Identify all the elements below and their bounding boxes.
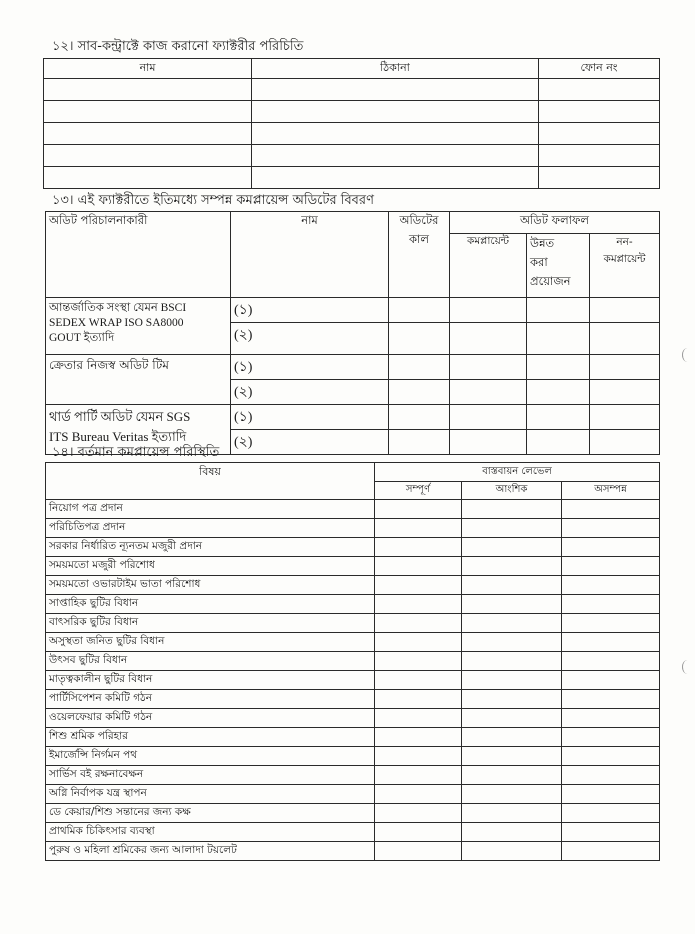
blank-cell[interactable]: [562, 842, 660, 861]
col-noncompliant-header: [590, 234, 660, 298]
blank-cell[interactable]: [562, 595, 660, 614]
blank-cell[interactable]: [462, 842, 562, 861]
section-12-heading: ১২। সাব-কন্ট্রাক্টে কাজ করানো ফ্যাক্টরীর পরিচিতি: [52, 39, 304, 54]
blank-cell[interactable]: [562, 652, 660, 671]
compliance-item-label: পুরুষ ও মহিলা শ্রমিকের জন্য আলাদা টয়লেট: [46, 842, 375, 861]
compliance-item-row: [46, 652, 660, 671]
blank-cell[interactable]: [562, 709, 660, 728]
col-subject-header: বিষয়: [46, 463, 375, 500]
international-line-1: আন্তর্জাতিক সংস্থা যেমন BSCI: [49, 302, 187, 314]
compliance-item-label: মাতৃত্বকালীন ছুটির বিধান: [46, 671, 375, 690]
blank-cell[interactable]: [527, 380, 590, 405]
compliance-item-row: [46, 823, 660, 842]
blank-cell[interactable]: [375, 500, 462, 519]
compliance-item-label: বাৎসরিক ছুটির বিধান: [46, 614, 375, 633]
audit-details-table: [45, 211, 660, 455]
blank-cell[interactable]: [450, 323, 527, 355]
blank-cell[interactable]: [44, 79, 252, 101]
blank-cell[interactable]: [375, 614, 462, 633]
blank-cell[interactable]: [375, 633, 462, 652]
blank-cell[interactable]: [462, 519, 562, 538]
blank-cell[interactable]: [527, 405, 590, 430]
compliance-item-row: [46, 690, 660, 709]
blank-cell[interactable]: [562, 538, 660, 557]
compliance-item-row: [46, 671, 660, 690]
blank-cell[interactable]: [562, 500, 660, 519]
blank-cell[interactable]: [462, 595, 562, 614]
third-party-line-1: থার্ড পার্টি অডিট যেমন SGS: [49, 409, 191, 424]
international-line-2: SEDEX WRAP ISO SA8000: [49, 317, 184, 329]
compliance-item-row: [46, 538, 660, 557]
blank-cell[interactable]: [462, 500, 562, 519]
table-row: [44, 123, 660, 145]
col-partial-header: আংশিক: [462, 482, 562, 500]
blank-cell[interactable]: [590, 430, 660, 455]
blank-cell[interactable]: [44, 145, 252, 167]
col-audit-result-header: অডিট ফলাফল: [450, 212, 660, 234]
blank-cell[interactable]: [562, 519, 660, 538]
compliance-item-label: সময়মতো ওভারটাইম ভাতা পরিশোধ: [46, 576, 375, 595]
compliance-item-row: [46, 519, 660, 538]
row-number: (২): [231, 323, 389, 355]
blank-cell[interactable]: [562, 576, 660, 595]
blank-cell[interactable]: [375, 519, 462, 538]
blank-cell[interactable]: [375, 671, 462, 690]
blank-cell[interactable]: [252, 145, 539, 167]
blank-cell[interactable]: [562, 728, 660, 747]
compliance-item-label: শিশু শ্রমিক পরিহার: [46, 728, 375, 747]
blank-cell[interactable]: [562, 671, 660, 690]
compliance-item-row: [46, 728, 660, 747]
blank-cell[interactable]: [450, 355, 527, 380]
blank-cell[interactable]: [590, 405, 660, 430]
blank-cell[interactable]: [562, 690, 660, 709]
international-auditor-label: [46, 298, 231, 355]
audit-row-thirdparty-1: [46, 405, 660, 430]
punch-hole-mark: [682, 348, 693, 362]
blank-cell[interactable]: [462, 728, 562, 747]
blank-cell[interactable]: [44, 101, 252, 123]
row-number: (১): [231, 405, 389, 430]
blank-cell[interactable]: [462, 766, 562, 785]
blank-cell[interactable]: [375, 538, 462, 557]
compliance-item-label: সময়মতো মজুরী পরিশোধ: [46, 557, 375, 576]
blank-cell[interactable]: [450, 405, 527, 430]
table-row: [44, 145, 660, 167]
blank-cell[interactable]: [527, 298, 590, 323]
table-row: [44, 101, 660, 123]
blank-cell[interactable]: [462, 576, 562, 595]
blank-cell[interactable]: [539, 101, 660, 123]
punch-hole-mark: [682, 660, 693, 674]
col-address-header: ঠিকানা: [252, 59, 539, 79]
compliance-rows: [46, 500, 660, 861]
blank-cell[interactable]: [389, 298, 450, 323]
blank-cell[interactable]: [562, 633, 660, 652]
row-number: (১): [231, 298, 389, 323]
col-compliant-header: কমপ্লায়েন্ট: [450, 234, 527, 298]
blank-cell[interactable]: [462, 804, 562, 823]
blank-cell[interactable]: [462, 652, 562, 671]
col-phone-header: ফোন নং: [539, 59, 660, 79]
blank-cell[interactable]: [375, 728, 462, 747]
compliance-item-row: [46, 766, 660, 785]
compliance-item-row: [46, 500, 660, 519]
compliance-item-label: প্রাথমিক চিকিৎসার ব্যবস্থা: [46, 823, 375, 842]
table-row: [44, 79, 660, 101]
noncompliant-line-1: নন-: [616, 236, 633, 249]
col-improve-header: [527, 234, 590, 298]
blank-cell[interactable]: [527, 323, 590, 355]
blank-cell[interactable]: [562, 785, 660, 804]
blank-cell[interactable]: [462, 785, 562, 804]
col-auditor-header: অডিট পরিচালনাকারী: [46, 212, 231, 298]
blank-cell[interactable]: [375, 557, 462, 576]
blank-cell[interactable]: [562, 747, 660, 766]
third-party-line-2: ITS Bureau Veritas ইত্যাদি: [49, 429, 187, 444]
blank-cell[interactable]: [252, 167, 539, 189]
blank-cell[interactable]: [562, 823, 660, 842]
blank-cell[interactable]: [462, 614, 562, 633]
audit-row-buyer-1: [46, 355, 660, 380]
blank-cell[interactable]: [562, 804, 660, 823]
audit-header-row-1: [46, 212, 660, 234]
buyer-audit-team-label: ক্রেতার নিজস্ব অডিট টিম: [46, 355, 231, 405]
compliance-item-row: [46, 595, 660, 614]
compliance-item-row: [46, 633, 660, 652]
compliance-item-label: উৎসব ছুটির বিধান: [46, 652, 375, 671]
col-incomplete-header: অসম্পন্ন: [562, 482, 660, 500]
audit-period-line-2: কাল: [409, 232, 429, 246]
blank-cell[interactable]: [44, 167, 252, 189]
blank-cell[interactable]: [389, 405, 450, 430]
compliance-item-row: [46, 709, 660, 728]
blank-cell[interactable]: [462, 633, 562, 652]
blank-cell[interactable]: [375, 690, 462, 709]
blank-cell[interactable]: [590, 355, 660, 380]
compliance-item-row: [46, 614, 660, 633]
blank-cell[interactable]: [252, 101, 539, 123]
blank-cell[interactable]: [375, 652, 462, 671]
blank-cell[interactable]: [590, 380, 660, 405]
blank-cell[interactable]: [462, 823, 562, 842]
compliance-item-label: সার্ভিস বই রক্ষনাবেক্ষন: [46, 766, 375, 785]
blank-cell[interactable]: [375, 766, 462, 785]
compliance-item-label: সরকার নির্ধারিত ন্যূনতম মজুরী প্রদান: [46, 538, 375, 557]
blank-cell[interactable]: [462, 709, 562, 728]
improve-line-2: করা: [530, 255, 548, 270]
blank-cell[interactable]: [562, 614, 660, 633]
compliance-item-row: [46, 576, 660, 595]
compliance-item-label: পরিচিতিপত্র প্রদান: [46, 519, 375, 538]
blank-cell[interactable]: [375, 842, 462, 861]
compliance-header-row-1: [46, 463, 660, 482]
blank-cell[interactable]: [389, 430, 450, 455]
subcontract-factory-table: [43, 58, 660, 189]
row-number: (১): [231, 355, 389, 380]
blank-cell[interactable]: [450, 298, 527, 323]
blank-cell[interactable]: [562, 766, 660, 785]
international-line-3: GOUT ইত্যাদি: [49, 332, 115, 344]
table-row: [44, 167, 660, 189]
blank-cell[interactable]: [375, 576, 462, 595]
blank-cell[interactable]: [539, 145, 660, 167]
col-full-header: সম্পূর্ণ: [375, 482, 462, 500]
blank-cell[interactable]: [450, 430, 527, 455]
blank-cell[interactable]: [252, 79, 539, 101]
row-number: (২): [231, 380, 389, 405]
noncompliant-line-2: কমপ্লায়েন্ট: [603, 253, 646, 266]
table-header-row: [44, 59, 660, 79]
col-level-header: বাস্তবায়ন লেভেল: [375, 463, 660, 482]
section-13-heading: ১৩। এই ফ্যাক্টরীতে ইতিমধ্যে সম্পন্ন কমপ্লায়েন্স অডিটের বিবরণ: [52, 193, 374, 208]
audit-row-international-1: [46, 298, 660, 323]
col-audit-period-header: [389, 212, 450, 298]
compliance-item-label: নিয়োগ পত্র প্রদান: [46, 500, 375, 519]
compliance-item-row: [46, 842, 660, 861]
blank-cell[interactable]: [375, 785, 462, 804]
improve-line-3: প্রয়োজন: [530, 274, 571, 289]
compliance-item-row: [46, 557, 660, 576]
blank-cell[interactable]: [462, 671, 562, 690]
blank-cell[interactable]: [539, 167, 660, 189]
row-number: (২): [231, 430, 389, 455]
compliance-item-label: অসুস্থতা জনিত ছুটির বিধান: [46, 633, 375, 652]
compliance-item-label: ওয়েলফেয়ার কমিটি গঠন: [46, 709, 375, 728]
blank-cell[interactable]: [389, 355, 450, 380]
blank-cell[interactable]: [389, 323, 450, 355]
blank-cell[interactable]: [375, 747, 462, 766]
compliance-item-label: অগ্নি নির্বাপক যন্ত্র স্থাপন: [46, 785, 375, 804]
blank-cell[interactable]: [590, 298, 660, 323]
blank-cell[interactable]: [527, 355, 590, 380]
compliance-item-label: ডে কেয়ার/শিশু সন্তানের জন্য কক্ষ: [46, 804, 375, 823]
blank-cell[interactable]: [462, 557, 562, 576]
improve-line-1: উন্নত: [530, 236, 555, 251]
blank-cell[interactable]: [462, 747, 562, 766]
compliance-item-label: সাপ্তাহিক ছুটির বিধান: [46, 595, 375, 614]
compliance-item-row: [46, 804, 660, 823]
blank-cell[interactable]: [539, 79, 660, 101]
blank-cell[interactable]: [375, 595, 462, 614]
compliance-item-row: [46, 747, 660, 766]
blank-cell[interactable]: [375, 823, 462, 842]
blank-cell[interactable]: [375, 709, 462, 728]
blank-cell[interactable]: [562, 557, 660, 576]
blank-cell[interactable]: [450, 380, 527, 405]
blank-cell[interactable]: [527, 430, 590, 455]
blank-cell[interactable]: [375, 804, 462, 823]
blank-cell[interactable]: [590, 323, 660, 355]
blank-cell[interactable]: [462, 538, 562, 557]
compliance-item-row: [46, 785, 660, 804]
blank-cell[interactable]: [539, 123, 660, 145]
compliance-item-label: ইমার্জেন্সি নির্গমন পথ: [46, 747, 375, 766]
blank-cell[interactable]: [462, 690, 562, 709]
compliance-status-table: [45, 462, 660, 861]
blank-cell[interactable]: [44, 123, 252, 145]
audit-period-line-1: অডিটের: [399, 213, 439, 227]
blank-cell[interactable]: [389, 380, 450, 405]
compliance-item-label: পার্টিসিপেশন কমিটি গঠন: [46, 690, 375, 709]
col-name-header: নাম: [44, 59, 252, 79]
col-audit-name-header: নাম: [231, 212, 389, 298]
section-14-heading: ১৪। বর্তমান কমপ্লায়েন্স পরিস্থিতি: [52, 445, 220, 460]
blank-cell[interactable]: [252, 123, 539, 145]
